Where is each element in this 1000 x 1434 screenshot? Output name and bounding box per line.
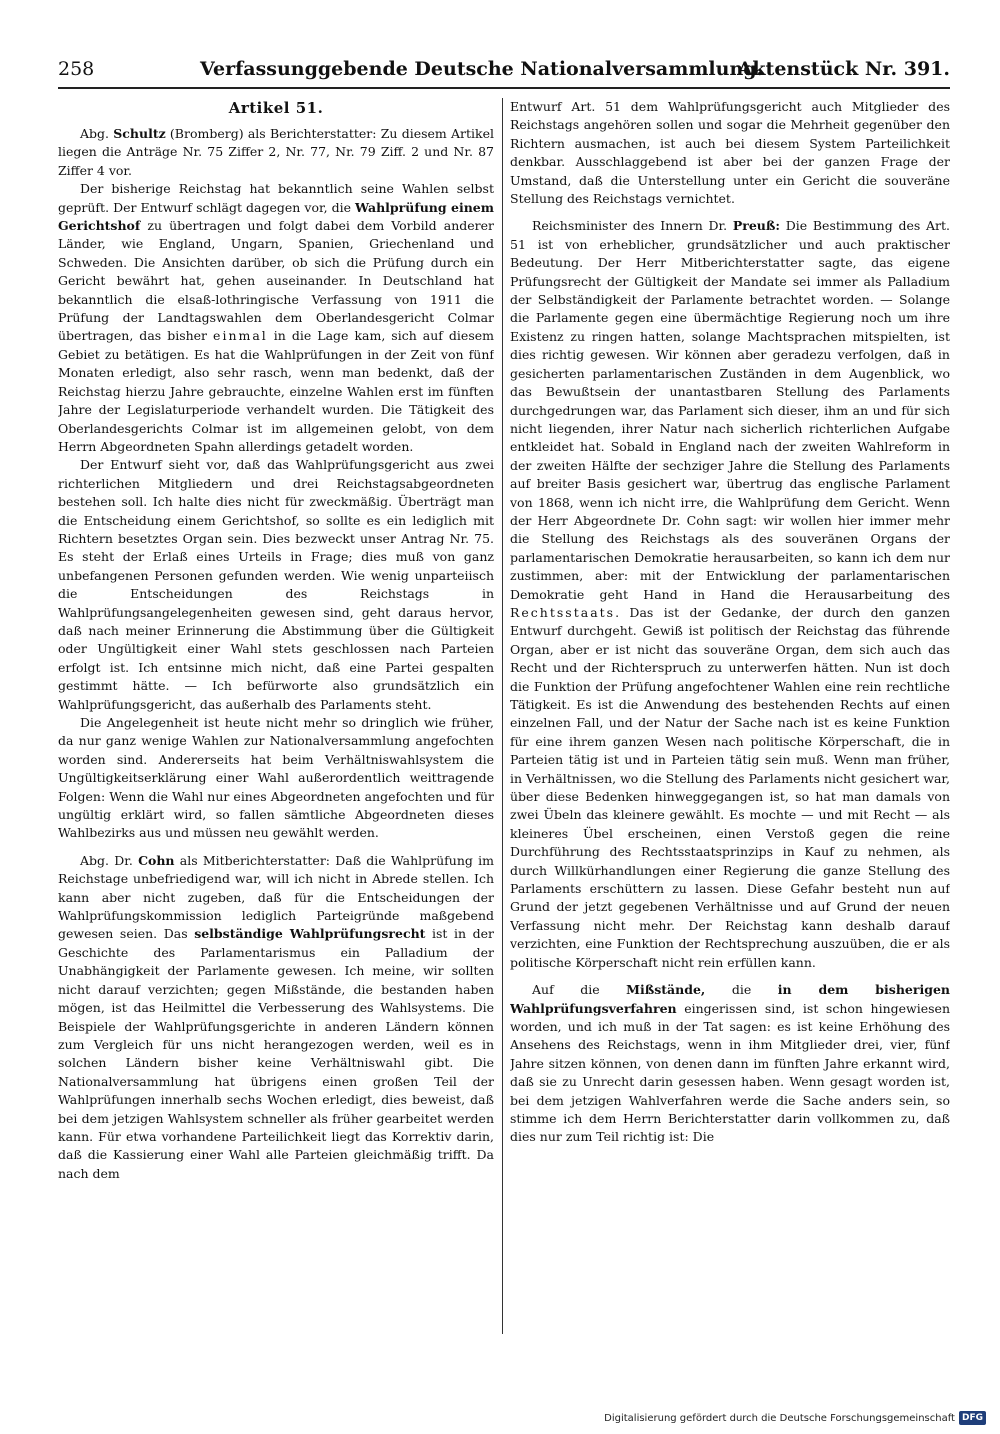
right-column: [510, 98, 950, 1336]
text-run: Abg.: [80, 126, 114, 141]
text-run: Die Angelegenheit ist heute nicht mehr so dringlich wie früher, da nur ganz wenige Wahlen zur Nationalversammlung angefochten worden sind. Andererseits hat beim Verhältniswahlsystem die Ungültigkeitserklärung einer Wahl außerordentlich weittragende Folgen: Wenn die Wahl nur eines Abgeordneten angefochten und für ungültig erklärt wird, so fallen sämtliche Abgeordneten dieses Wahlbezirks aus und müssen neu gewählt werden.: [58, 715, 494, 841]
text-run: ist in der Geschichte des Parlamentarismus ein Palladium der Unabhängigkeit der Parlamente gewesen. Ich meine, wir sollten nicht darauf verzichten; gegen Mißstände, die bestanden haben mögen, ist das Heilmittel die Verbesserung des Wahlsystems. Die Beispiele der Wahlprüfungsgerichte in anderen Ländern können zum Vergleich für uns nicht herangezogen werden, weil es in solchen Ländern bisher keine Verhältniswahl gibt. Die Nationalversammlung hat übrigens einen großen Teil der Wahlprüfungen innerhalb sechs Wochen erledigt, dies beweist, daß bei dem jetzigen Wahlsystem schneller als früher gearbeitet werden kann. Für etwa vorhandene Parteilichkeit liegt das Korrektiv darin, daß die Kassierung einer Wahl alle Parteien gleichmäßig trifft. Da nach dem: [58, 926, 494, 1181]
paragraph: [58, 714, 494, 843]
paragraph: [510, 981, 950, 1147]
text-run: Reichsminister des Innern Dr.: [532, 218, 733, 234]
page-number: 258: [58, 58, 95, 80]
credit-text: Digitalisierung gefördert durch die Deutsche Forschungsgemeinschaft: [604, 1412, 955, 1424]
paragraph: [58, 456, 494, 714]
document-number: Aktenstück Nr. 391.: [737, 58, 950, 80]
text-run: zu übertragen und folgt dabei dem Vorbild anderer Länder, wie England, Ungarn, Spanien, Griechenland und Schweden. Die Ansichten darüber, ob sich die Prüfung durch ein Gericht bewährt hat, gehen auseinander. In Deutschland hat bekanntlich die elsaß-lothringische Verfassung von 1911 die Prüfung der Landtagswahlen dem Oberlandesgericht Colmar übertragen, das bisher: [58, 218, 494, 344]
digitization-credit: [604, 1409, 986, 1427]
text-run: (Bromberg) als Berichterstatter: Zu diesem Artikel liegen die Anträge Nr. 75 Ziffer 2, Nr. 77, Nr. 79 Ziff. 2 und Nr. 87 Ziffer 4 vor.: [58, 126, 494, 178]
bold-phrase: Preuß:: [732, 218, 780, 234]
left-column: [58, 98, 494, 1336]
text-run: . Das ist der Gedanke, der durch den ganzen Entwurf durchgeht. Gewiß ist politisch der Reichstag das führende Organ, aber er ist nicht das souveräne Organ, dem sich auch das Recht und der Richterspruch zu unterwerfen hätten. Nun ist doch die Funktion der Prüfung angefochtener Wahlen eine rein rechtliche Tätigkeit. Es ist die Anwendung des bestehenden Rechts auf einen einzelnen Fall, und der Natur der Sache nach ist es keine Funktion für eine ihrem ganzen Wesen nach politische Körperschaft, die in Parteien tätig ist und in Parteien tätig sein muß. Wenn man früher, in Verhältnissen, wo die Stellung des Parlaments nicht gesichert war, über diese Bedenken hinweggegangen ist, so hat man damals von zwei Übeln das kleinere gewählt. Es mochte — und mit Recht — als kleineres Übel erscheinen, einen Verstoß gegen die reine Durchführung des Rechtsstaatsprinzips in Kauf zu nehmen, als durch Willkürhandlungen einer Regierung die ganze Stellung des Parlaments erschüttern zu lassen. Diese Gefahr besteht nun auf Grund der jetzt gegebenen Verhältnisse und auf Grund der neuen Verfassung nicht mehr. Der Reichstag kann deshalb darauf verzichten, eine Funktion der Rechtsprechung auszuüben, die er als politische Körperschaft nicht rein erfüllen kann.: [510, 604, 950, 970]
article-heading: Artikel 51.: [228, 99, 324, 117]
paragraph: [510, 217, 950, 972]
text-run: Die Bestimmung des Art. 51 ist von erheblicher, grundsätzlicher und auch praktischer Bedeutung. Der Herr Mitberichterstatter sagte, das eigene Prüfungsrecht der Gültigkeit der Mandate sei immer als Palladium der Selbständigkeit der Parlamente betrachtet worden. — Solange die Parlamente gegen eine übermächtige Regierung noch um ihre Existenz zu ringen hatten, solange Machtsprachen mitspielten, ist dies richtig gewesen. Wir können aber geradezu verfolgen, daß in gesicherten parlamentarischen Zuständen in dem Augenblick, wo das Bewußtsein der unantastbaren Stellung des Parlaments durchgedrungen war, das Parlament sich dieser, ihm an und für sich nicht liegenden, ihrer Natur nach sicherlich richterlichen Aufgabe entkleidet hat. Sobald in England nach der zweiten Wahlreform in der zweiten Hälfte der sechziger Jahre die Stellung des Parlaments auf breiter Basis gesichert war, übertrug das englische Parlament von 1868, wenn ich nicht irre, die Wahlprüfung dem Gericht. Wenn der Herr Abgeordnete Dr. Cohn sagt: wir wollen hier immer mehr die Stellung des Reichstags als des souveränen Organs der parlamentarischen Demokratie herausarbeiten, so kann ich dem nur zustimmen, aber: mit der Entwicklung der parlamentarischen Demokratie geht Hand in Hand die Herausarbeitung des: [510, 218, 950, 602]
text-run: Der bisherige Reichstag hat bekanntlich seine Wahlen selbst geprüft. Der Entwurf schlägt dagegen vor, die: [58, 181, 494, 215]
bold-phrase: Schultz: [113, 126, 166, 141]
text-run: Der Entwurf sieht vor, daß das Wahlprüfungsgericht aus zwei richterlichen Mitgliedern und drei Reichstagsabgeordneten bestehen soll. Ich halte dies nicht für zweckmäßig. Überträgt man die Entscheidung einem Gerichtshof, so sollte es ein lediglich mit Richtern besetztes Organ sein. Dies bezweckt unser Antrag Nr. 75. Es steht der Erlaß eines Urteils in Frage; dies muß von ganz unbefangenen Personen gefunden werden. Wie wenig unparteiisch die Entscheidungen des Reichstags in Wahlprüfungsangelegenheiten gewesen sind, geht daraus hervor, daß nach meiner Erinnerung die Abstimmung über die Gültigkeit oder Ungültigkeit einer Wahl stets geschlossen nach Parteien erfolgt ist. Ich entsinne mich nicht, daß eine Partei gespalten gestimmt hätte. — Ich befürworte also grundsätzlich ein Wahlprüfungsgericht, das außerhalb des Parlaments steht.: [58, 457, 494, 712]
text-run: die: [705, 982, 778, 998]
paragraph: [510, 98, 950, 208]
bold-phrase: selbständige Wahlprüfungsrecht: [194, 926, 426, 942]
text-run: Abg. Dr.: [80, 852, 139, 868]
bold-phrase: Cohn: [138, 852, 175, 868]
text-run: Auf die: [532, 982, 627, 998]
bold-phrase: Wahlprüfung einem Gerichtshof: [58, 199, 494, 234]
bold-phrase: in dem bisherigen Wahlprüfungsverfahren: [510, 982, 950, 1016]
text-run: Entwurf Art. 51 dem Wahlprüfungsgericht auch Mitglieder des Reichstags angehören sollen und sogar die Mehrheit gegenüber den Richtern ausmachen, ist auch bei diesem System Parteilichkeit denkbar. Ausschlaggebend ist aber bei der ganzen Frage der Umstand, daß die Unterstellung unter ein Gericht die souveräne Stellung des Reichstags vernichtet.: [510, 99, 950, 207]
spaced-emphasis: einmal: [213, 328, 268, 344]
text-run: in die Lage kam, sich auf diesem Gebiet zu betätigen. Es hat die Wahlprüfungen in der Zeit von fünf Monaten erledigt, also sehr rasch, wenn man bedenkt, daß der Reichstag hierzu Jahre gebrauchte, einzelne Wahlen erst im fünften Jahre der Legislaturperiode verhandelt wurden. Die Tätigkeit des Oberlandesgerichts Colmar ist im allgemeinen gelobt, von dem Herrn Abgeordneten Spahn allerdings getadelt worden.: [58, 328, 494, 454]
running-title: Verfassunggebende Deutsche Nationalversammlung.: [200, 58, 764, 80]
page-header: [58, 57, 950, 89]
bold-phrase: Mißstände,: [626, 982, 706, 998]
paragraph: [58, 125, 494, 180]
paragraph: [58, 852, 494, 1183]
text-run: eingerissen sind, ist schon hingewiesen worden, und ich muß in der Tat sagen: es ist keine Erhöhung des Ansehens des Reichstags, wenn in ihm Mitglieder drei, vier, fünf Jahre sitzen können, von denen dann im fünften Jahre erkannt wird, daß sie zu Unrecht darin gesessen haben. Wenn gesagt worden ist, bei dem jetzigen Wahlverfahren werde die Sache anders sein, so stimme ich dem Herrn Berichterstatter darin vollkommen zu, daß dies nur zum Teil richtig ist: Die: [510, 1000, 950, 1145]
spaced-emphasis: Rechtsstaats: [510, 604, 616, 620]
text-run: als Mitberichterstatter: Daß die Wahlprüfung im Reichstage unbefriedigend war, will ich nicht in Abrede stellen. Ich kann aber nicht zugeben, daß für die Entscheidungen der Wahlprüfungskommission lediglich Parteigründe maßgebend gewesen seien. Das: [58, 852, 494, 942]
dfg-logo-icon: DFG: [959, 1411, 986, 1425]
column-divider: [502, 98, 503, 1334]
paragraph: [58, 180, 494, 456]
